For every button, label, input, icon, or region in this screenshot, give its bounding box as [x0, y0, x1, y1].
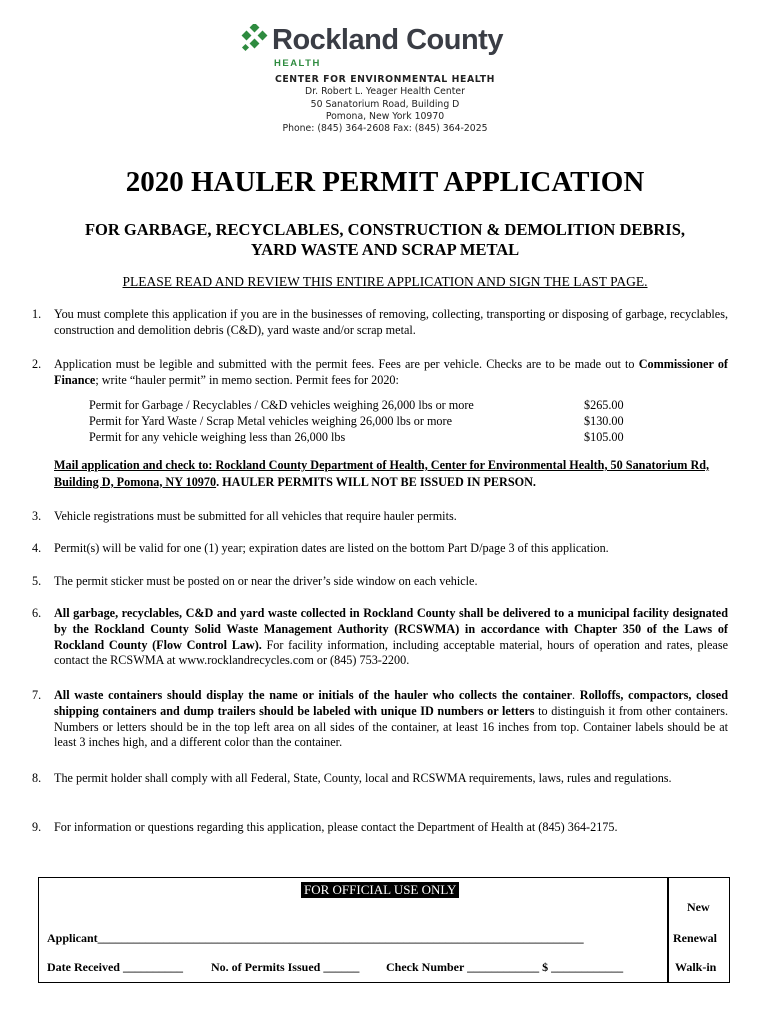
address-line-3: Pomona, New York 10970 [325, 110, 445, 122]
item-text [54, 606, 728, 669]
list-item [32, 771, 728, 787]
official-use-header: FOR OFFICIAL USE ONLY [301, 882, 459, 898]
applicant-field[interactable]: Applicant_________________________________________________________________________________ [47, 931, 584, 945]
list-item [32, 574, 728, 590]
item-number: 4. [32, 541, 42, 555]
new-option[interactable]: New [687, 900, 710, 914]
org-name: Rockland County [272, 24, 503, 56]
fee-label: Permit for Yard Waste / Scrap Metal vehicles weighing 26,000 lbs or more [89, 414, 452, 428]
org-subname: HEALTH [274, 58, 321, 69]
list-item [32, 606, 728, 669]
mail-instructions [54, 457, 728, 490]
item-text: The permit sticker must be posted on or near the driver’s side window on each vehicle. [54, 574, 478, 588]
item-text [54, 357, 728, 389]
renewal-option[interactable]: Renewal [673, 931, 717, 945]
subtitle-line-2: YARD WASTE AND SCRAP METAL [250, 240, 520, 259]
item-text-part: . [571, 688, 580, 702]
item-text-part: to distinguish it from other containers. Numbers or letters should be in the top left area on all sides of the container, at least 16 inches from top. Container labels should be at least 3 inches high, and a different color than the container. [54, 703, 728, 750]
list-item [32, 688, 728, 751]
item-number: 3. [32, 509, 42, 523]
item-text-part: ; write “hauler permit” in memo section. Permit fees for 2020: [95, 372, 399, 387]
rockland-county-health-logo [240, 22, 530, 72]
list-item [32, 307, 728, 339]
item-text: Vehicle registrations must be submitted for all vehicles that require hauler permits. [54, 509, 457, 523]
item-number: 5. [32, 574, 42, 588]
fee-amount: $265.00 [584, 398, 624, 412]
mail-note: . HAULER PERMITS WILL NOT BE ISSUED IN PERSON. [216, 474, 536, 489]
page-subtitle [40, 220, 730, 260]
item-text-part: For facility information, including acceptable material, hours of operation and rates, please contact the RCSWMA at www.rocklandrecycles.com or (845) 753-2200. [54, 637, 728, 668]
fee-label: Permit for Garbage / Recyclables / C&D vehicles weighing 26,000 lbs or more [89, 398, 474, 412]
item-text-bold: All garbage, recyclables, C&D and yard waste collected in Rockland County shall be delivered to a municipal facility designated by the Rockland County Solid Waste Management Authority (RCSWMA) in accordance with Chapter 350 of the Laws of Rockland County (Flow Control Law). [54, 606, 728, 652]
center-name: CENTER FOR ENVIRONMENTAL HEALTH [274, 74, 496, 85]
date-received-field[interactable]: Date Received __________ [47, 960, 183, 974]
address-line-1: Dr. Robert L. Yeager Health Center [305, 86, 465, 98]
item-text: For information or questions regarding this application, please contact the Department of Health at (845) 364-2175. [54, 820, 618, 834]
list-item [32, 509, 728, 525]
item-text-bold: All waste containers should display the name or initials of the hauler who collects the container [54, 688, 572, 702]
item-number: 7. [32, 688, 42, 702]
fee-amount: $130.00 [584, 414, 624, 428]
item-number: 1. [32, 307, 42, 321]
item-text-part: Application must be legible and submitted with the permit fees. Fees are per vehicle. Checks are to be made out to [54, 357, 639, 371]
fee-table [89, 397, 649, 445]
payee-name: Commissioner of Finance [54, 357, 728, 387]
subtitle-line-1: FOR GARBAGE, RECYCLABLES, CONSTRUCTION & DEMOLITION DEBRIS, [84, 220, 686, 239]
fee-amount: $105.00 [584, 430, 624, 444]
fee-row [89, 429, 649, 445]
item-text: Permit(s) will be valid for one (1) year; expiration dates are listed on the bottom Part D/page 3 of this application. [54, 541, 609, 555]
fee-label: Permit for any vehicle weighing less than 26,000 lbs [89, 430, 346, 444]
item-text: The permit holder shall comply with all Federal, State, County, local and RCSWMA requirements, laws, rules and regulations. [54, 771, 672, 785]
item-number: 6. [32, 606, 42, 620]
address-line-2: 50 Sanatorium Road, Building D [310, 98, 460, 110]
fee-row [89, 413, 649, 429]
box-divider [667, 878, 669, 982]
contact-block [0, 74, 770, 135]
walkin-option[interactable]: Walk-in [675, 960, 717, 974]
item-text [54, 688, 728, 751]
list-item [32, 820, 728, 836]
phone-fax: Phone: (845) 364-2608 Fax: (845) 364-2025 [282, 123, 488, 135]
check-number-field[interactable]: Check Number ____________ $ ____________ [386, 960, 624, 974]
diamond-cluster-icon [240, 24, 270, 54]
item-number: 9. [32, 820, 42, 834]
item-number: 8. [32, 771, 42, 785]
item-text-bold: Rolloffs, compactors, closed shipping containers and dump trailers should be labeled with unique ID numbers or letters [54, 688, 728, 718]
permits-issued-field[interactable]: No. of Permits Issued ______ [211, 960, 360, 974]
list-item [32, 541, 728, 557]
item-number: 2. [32, 357, 42, 371]
mail-address: Mail application and check to: Rockland County Department of Health, Center for Environmental Health, 50 Sanatorium Rd, Building D, Pomona, NY 10970 [54, 458, 710, 489]
official-use-box [38, 877, 730, 983]
list-item [32, 357, 728, 389]
read-instruction: PLEASE READ AND REVIEW THIS ENTIRE APPLICATION AND SIGN THE LAST PAGE. [122, 274, 648, 289]
fee-row [89, 397, 649, 413]
item-text: You must complete this application if you are in the businesses of removing, collecting, transporting or disposing of garbage, recyclables, construction and demolition debris (C&D), yard waste and/or scrap metal. [54, 307, 728, 337]
page-title: 2020 HAULER PERMIT APPLICATION [125, 166, 645, 198]
